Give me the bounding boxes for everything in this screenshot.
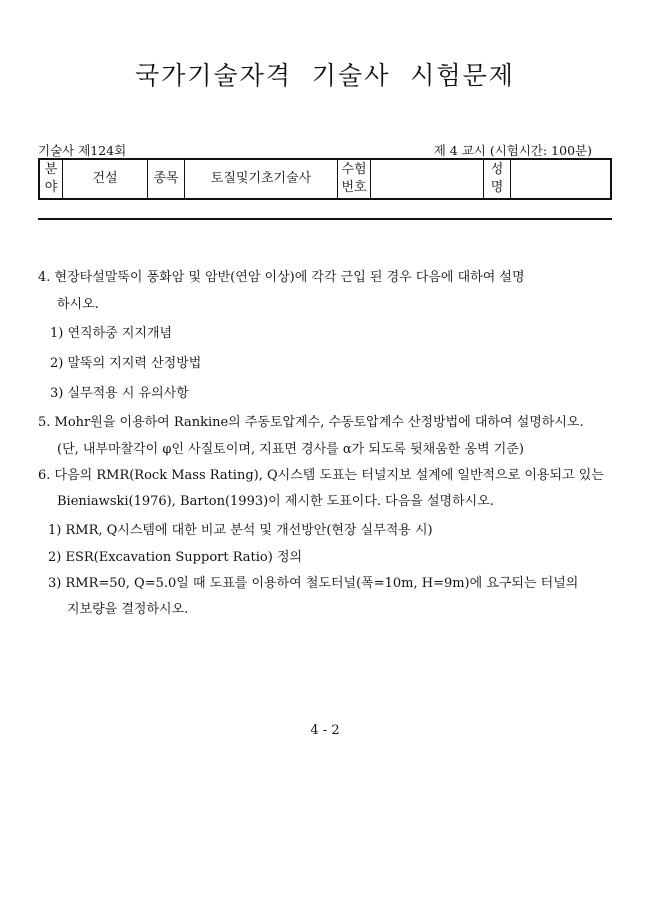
name-label-1: 성 — [490, 162, 504, 177]
q6-sub-2: 2) ESR(Excavation Support Ratio) 정의 — [48, 550, 303, 565]
exam-no-value[interactable] — [371, 159, 484, 199]
q4-sub-1: 1) 연직하중 지지개념 — [50, 326, 173, 341]
q4-line-1: 4. 현장타설말뚝이 풍화암 및 암반(연암 이상)에 각각 근입 된 경우 다음에 대하여 설명 — [38, 270, 525, 285]
exam-round: 기술사 제124회 — [38, 143, 127, 158]
candidate-info-table — [38, 158, 612, 200]
exam-no-label-cell — [338, 159, 371, 199]
q4-sub-2: 2) 말뚝의 지지력 산정방법 — [50, 356, 202, 371]
q6-sub-1: 1) RMR, Q시스템에 대한 비교 분석 및 개선방안(현장 실무적용 시) — [48, 523, 433, 538]
q5-line-1: 5. Mohr원을 이용하여 Rankine의 주동토압계수, 수동토압계수 산정방법에 대하여 설명하시오. — [38, 415, 584, 430]
name-label-2: 명 — [490, 180, 504, 195]
field-value: 건설 — [63, 159, 148, 199]
field-label-1: 분 — [44, 162, 58, 177]
page-title: 국가기술자격 기술사 시험문제 — [135, 61, 515, 90]
q5-line-2: (단, 내부마찰각이 φ인 사질토이며, 지표면 경사를 α가 되도록 뒷채움한 옹벽 기준) — [57, 442, 524, 457]
q4-line-2: 하시오. — [57, 297, 99, 312]
q6-line-2: Bieniawski(1976), Barton(1993)이 제시한 도표이다. 다음을 설명하시오. — [57, 494, 494, 509]
name-label-cell — [484, 159, 511, 199]
name-value[interactable] — [511, 159, 612, 199]
exam-no-label-2: 번호 — [341, 180, 367, 195]
category-value: 토질및기초기술사 — [185, 159, 338, 199]
q6-sub-3-line-1: 3) RMR=50, Q=5.0일 때 도표를 이용하여 철도터널(폭=10m, H=9m)에 요구되는 터널의 — [48, 576, 579, 591]
q4-sub-3: 3) 실무적용 시 유의사항 — [50, 386, 189, 401]
session-info: 제 4 교시 (시험시간: 100분) — [433, 143, 592, 158]
header-divider — [38, 218, 612, 220]
field-label-2: 야 — [44, 180, 58, 195]
category-label: 종목 — [148, 159, 185, 199]
exam-no-label-1: 수험 — [341, 162, 367, 177]
page-number: 4 - 2 — [310, 723, 340, 738]
field-label-cell — [39, 159, 63, 199]
q6-line-1: 6. 다음의 RMR(Rock Mass Rating), Q시스템 도표는 터널지보 설계에 일반적으로 이용되고 있는 — [38, 468, 604, 483]
q6-sub-3-line-2: 지보량을 결정하시오. — [67, 602, 189, 617]
